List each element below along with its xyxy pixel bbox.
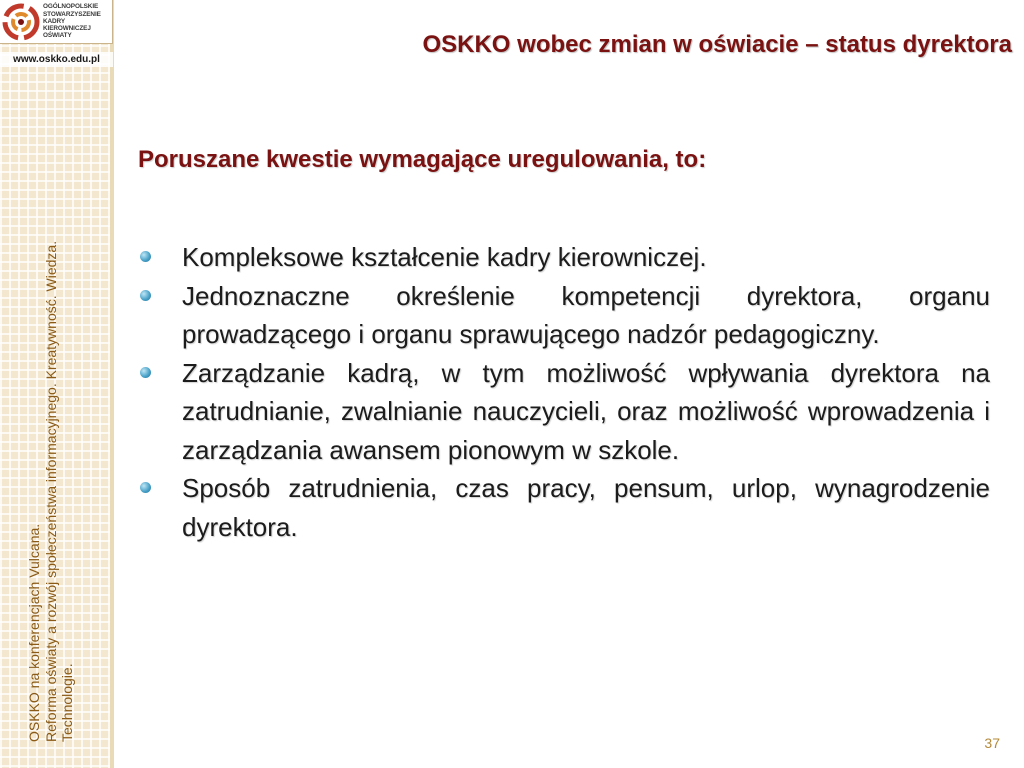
- vertical-caption-line: Technologie.: [59, 663, 75, 742]
- bullet-item: [138, 469, 990, 546]
- bullet-text: Sposób zatrudnienia, czas pracy, pensum, urlop, wynagrodzenie dyrektora.: [182, 473, 990, 542]
- bullet-dot-icon: [140, 482, 151, 493]
- vertical-caption-line: Reforma oświaty a rozwój społeczeństwa informacyjnego. Kreatywność. Wiedza.: [42, 240, 59, 742]
- bullet-text: Jednoznaczne określenie kompetencji dyrektora, organu prowadzącego i organu sprawującego nadzór pedagogiczny.: [182, 280, 990, 349]
- logo-text: [43, 3, 101, 39]
- logo-line: OGÓLNOPOLSKIE: [43, 3, 99, 11]
- sidebar-vertical-caption: [26, 202, 76, 742]
- bullet-dot-icon: [140, 290, 151, 301]
- bullet-text: Zarządzanie kadrą, w tym możliwość wpływania dyrektora na zatrudnianie, zwalnianie nauczycieli, oraz możliwość wprowadzenia i zarządzania awansem pionowym w szkole.: [182, 357, 990, 465]
- website-link[interactable]: www.oskko.edu.pl: [0, 52, 113, 67]
- bullet-dot-icon: [140, 251, 151, 262]
- slide-subheading: Poruszane kwestie wymagające uregulowania, to:: [138, 146, 707, 173]
- bullet-item: [138, 277, 990, 354]
- logo: [0, 0, 113, 44]
- oskko-logo-icon: [1, 2, 41, 42]
- vertical-caption-line: OSKKO na konferencjach Vulcana.: [26, 523, 42, 742]
- bullet-item: [138, 238, 990, 277]
- bullet-item: [138, 354, 990, 470]
- logo-line: OŚWIATY: [43, 32, 72, 40]
- bullet-list: [138, 238, 990, 546]
- page-number: 37: [984, 735, 1000, 751]
- slide-title: OSKKO wobec zmian w oświacie – status dyrektora: [422, 31, 1012, 58]
- bullet-text: Kompleksowe kształcenie kadry kierowniczej.: [182, 242, 707, 272]
- logo-line: STOWARZYSZENIE: [43, 10, 101, 18]
- logo-line: KADRY: [43, 17, 65, 25]
- sidebar-edge: [110, 0, 114, 768]
- bullet-dot-icon: [140, 367, 151, 378]
- logo-line: KIEROWNICZEJ: [43, 25, 91, 33]
